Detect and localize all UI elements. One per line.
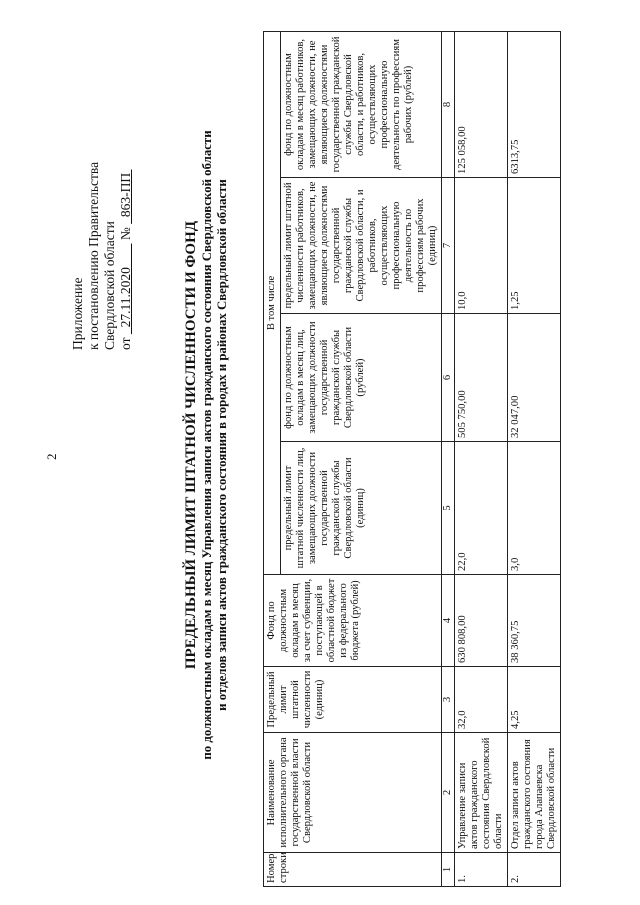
appendix-decree-line: к постановлению Правительства [86,161,101,350]
header-workers-limit: предельный лимит штатной численности работников, замещающих должности, не являющиеся должностями государственной гражданской службы Свердловской области, и работников, осуществляющих профессиональную деятельность по профессиям рабочих (единиц) [281,178,442,314]
page-number: 2 [44,453,59,460]
header-civil-fund: фонд по должностным окладам в месяц лиц, замещающих должности государственной гражданской службы Свердловской области (рублей) [281,314,442,442]
table-row [455,31,508,886]
title-line-1: ПРЕДЕЛЬНЫЙ ЛИМИТ ШТАТНОЙ ЧИСЛЕННОСТИ И ФОНД [183,220,199,670]
appendix-title: Приложение [70,277,85,350]
title-line-2: по должностным окладам в месяц Управления записи актов гражданского состояния Свердловской области [200,130,214,760]
row-number: 2. [508,853,561,887]
row-civil-fund: 32 047,00 [508,314,561,442]
row-fund: 38 360,75 [508,575,561,667]
row-limit: 4,25 [508,667,561,733]
title-line-3: и отделов записи актов гражданского состояния в городах и районах Свердловской области [215,179,229,711]
row-workers-limit: 10,0 [455,178,508,314]
column-number: 7 [442,178,455,314]
appendix-date-prefix: от [118,337,133,350]
row-civil-fund: 505 750,00 [455,314,508,442]
header-workers-fund: фонд по должностным окладам в месяц работников, замещающих должности, не являющиеся должностями государственной гражданской службы Свердловской области, и работников, осуществляющих профессиональную деятельность по профессиям рабочих (рублей) [281,31,442,177]
row-workers-fund: 6313,75 [508,31,561,177]
appendix-block [70,120,134,350]
row-name: Отдел записи актов гражданского состояния города Алапаевска Свердловской области [508,733,561,853]
column-number: 2 [442,733,455,853]
row-civil-limit: 22,0 [455,442,508,575]
document-title [183,15,230,875]
appendix-date: 27.11.2020 [118,267,133,328]
table-header-row [264,31,281,886]
row-workers-limit: 1,25 [508,178,561,314]
table-row [508,31,561,886]
appendix-date-line [118,120,134,350]
column-number: 8 [442,31,455,177]
header-row-number: Номер строки [264,853,442,887]
limits-table [263,31,561,887]
header-fund-subvention: Фонд по должностным окладам в месяц за счет субвенции, поступающей в областной бюджет из федерального бюджета (рублей) [264,575,442,667]
row-civil-limit: 3,0 [508,442,561,575]
column-number: 3 [442,667,455,733]
appendix-region-line: Свердловской области [102,221,117,350]
row-limit: 32,0 [455,667,508,733]
header-in-total: В том числе [264,31,281,574]
header-limit: Предельный лимит штатной численности (единиц) [264,667,442,733]
row-fund: 630 808,00 [455,575,508,667]
header-name: Наименование исполнительного органа государственной власти Свердловской области [264,733,442,853]
row-workers-fund: 125 058,00 [455,31,508,177]
column-number: 1 [442,853,455,887]
row-number: 1. [455,853,508,887]
header-civil-limit: предельный лимит штатной численности лиц, замещающих должности государственной гражданской службы Свердловской области (единиц) [281,442,442,575]
appendix-number: 863-ПП [118,172,133,218]
column-number-row [442,31,455,886]
appendix-number-sign: № [118,227,133,241]
column-number: 6 [442,314,455,442]
row-name: Управление записи актов гражданского состояния Свердловской области [455,733,508,853]
column-number: 4 [442,575,455,667]
column-number: 5 [442,442,455,575]
